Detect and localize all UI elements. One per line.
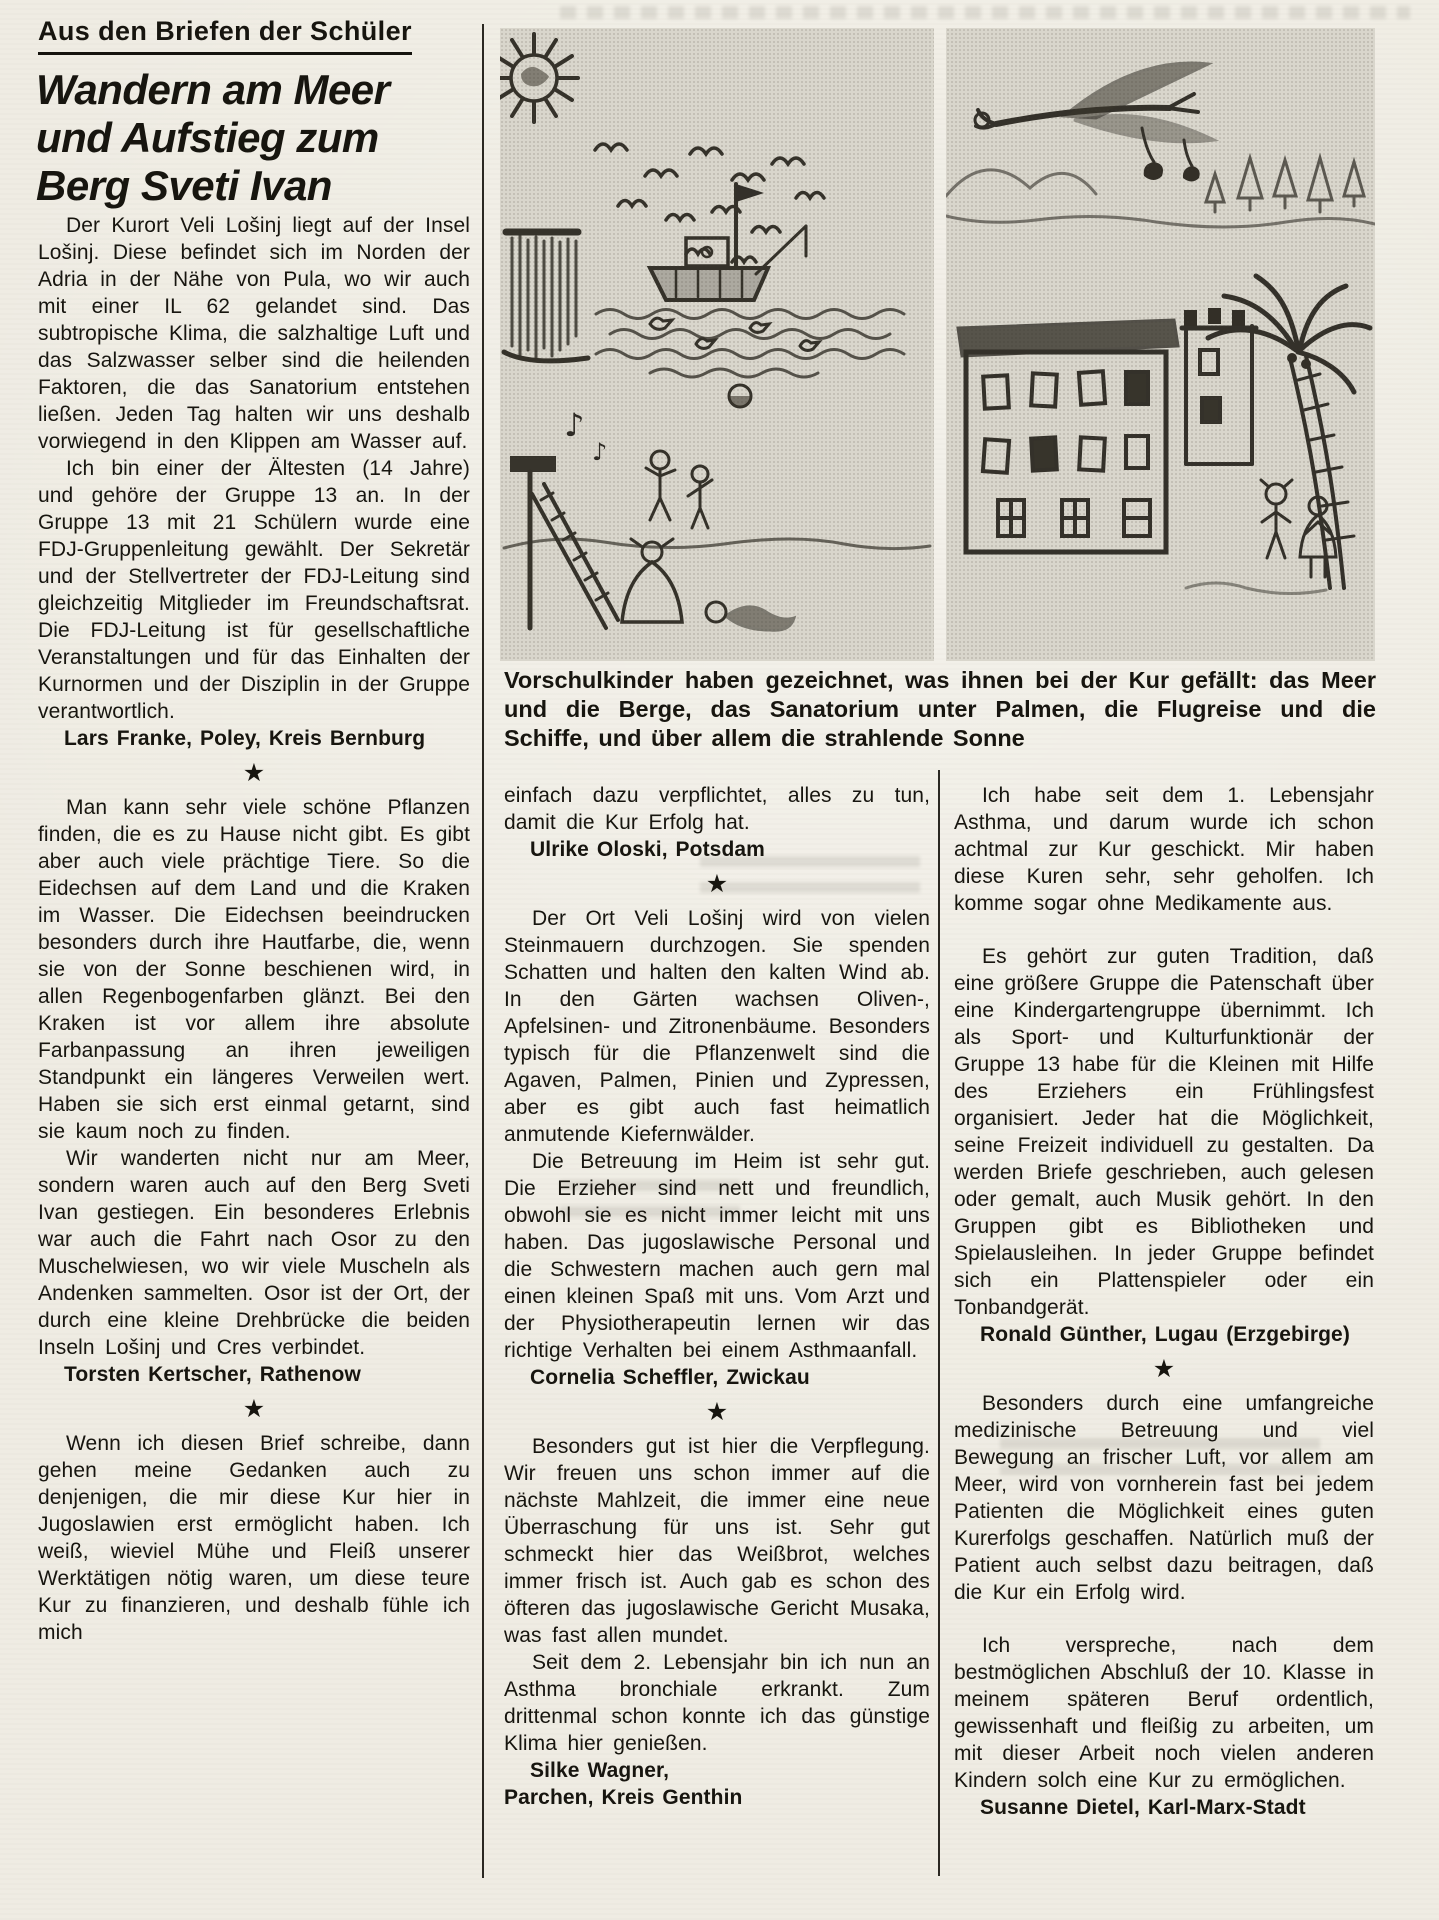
children-drawing-sea-svg <box>500 28 934 661</box>
letter-signature: Susanne Dietel, Karl-Marx-Stadt <box>980 1796 1306 1819</box>
letter-paragraph: Ich verspreche, nach dem bestmöglichen Abschluß der 10. Klasse in meinem späteren Beruf ordentlich, gewissenhaft und fleißig zu arbeiten, um mit dieser Arbeit noch vielen anderen Kindern solch eine Kur zu ermöglichen. <box>954 1634 1374 1792</box>
bleedthrough-text <box>560 6 1410 19</box>
letter-paragraph: Die Betreuung im Heim ist sehr gut. Die Erzieher sind nett und freundlich, obwohl sie es nicht immer leicht mit uns haben. Das jugoslawische Personal und die Schwestern machen auch gern mal einen kleinen Spaß mit uns. Vom Arzt und der Physiotherapeutin lernen wir das richtige Verhalten bei einem Asthmaanfall. <box>504 1150 930 1362</box>
column-divider <box>482 24 484 1878</box>
article-headline: Wandern am Meer und Aufstieg zum Berg Sveti Ivan <box>36 66 390 209</box>
letter-signature: Ronald Günther, Lugau (Erzgebirge) <box>980 1323 1350 1346</box>
letter-paragraph: Man kann sehr viele schöne Pflanzen finden, die es zu Hause nicht gibt. Es gibt aber auch viele prächtige Tiere. So die Eidechsen auf dem Land und die Kraken im Wasser. Die Eidechsen beeindrucken besonders durch ihre Hautfarbe, die, wenn sie von der Sonne beschienen wird, in allen Regenbogenfarben glänzt. Bei den Kraken ist vor allem ihre absolute Farbanpassung an ihren jeweiligen Standpunkt ein längeres Verweilen wert. Haben sie sich erst einmal getarnt, sind sie kaum noch zu finden. <box>38 796 470 1143</box>
children-drawing-house-svg <box>946 28 1375 661</box>
letter-paragraph: einfach dazu verpflichtet, alles zu tun, damit die Kur Erfolg hat. <box>504 784 930 834</box>
text-column-left <box>38 212 470 1646</box>
letter-paragraph: Ich habe seit dem 1. Lebensjahr Asthma, und darum wurde ich schon achtmal zur Kur geschickt. Mir haben diese Kuren sehr, sehr geholfen. Ich komme sogar ohne Medikamente aus. <box>954 784 1374 915</box>
letter-paragraph: Der Ort Veli Lošinj wird von vielen Steinmauern durchzogen. Sie spenden Schatten und halten den kalten Wind ab. In den Gärten wachsen Oliven-, Apfelsinen- und Zitronenbäume. Besonders typisch für die Pflanzenwelt sind die Agaven, Palmen, Pinien und Zypressen, aber es gibt auch fast heimatlich anmutende Kiefernwälder. <box>504 907 930 1146</box>
children-drawing-house <box>946 28 1375 661</box>
text-column-middle <box>504 782 930 1811</box>
children-drawing-sea <box>500 28 934 661</box>
letter-signature: Cornelia Scheffler, Zwickau <box>530 1366 810 1389</box>
letter-signature: Ulrike Oloski, Potsdam <box>530 838 765 861</box>
letter-signature: Lars Franke, Poley, Kreis Bernburg <box>64 727 426 750</box>
letter-paragraph: Besonders durch eine umfangreiche medizinische Betreuung und viel Bewegung an frischer Luft, vor allem am Meer, wird von vornherein fast bei jedem Patienten die Möglichkeit eines guten Kurerfolgs geschaffen. Natürlich muß der Patient auch selbst dazu beitragen, daß die Kur ein Erfolg wird. <box>954 1392 1374 1604</box>
star-separator: ★ <box>242 758 266 787</box>
star-separator: ★ <box>705 869 729 898</box>
star-separator: ★ <box>1152 1354 1176 1383</box>
svg-text:♪: ♪ <box>592 438 608 466</box>
letter-signature: Torsten Kertscher, Rathenow <box>64 1363 361 1386</box>
letter-paragraph: Es gehört zur guten Tradition, daß eine größere Gruppe die Patenschaft über eine Kindergartengruppe übernimmt. Ich als Sport- und Kulturfunktionär der Gruppe 13 habe für die Kleinen mit Hilfe des Erziehers ein Frühlingsfest organisiert. Jeder hat die Möglichkeit, seine Freizeit individuell zu gestalten. Da werden Briefe geschrieben, auch gelesen oder gemalt, auch Musik gehört. In den Gruppen gibt es Bibliotheken und Spielausleihen. In jeder Gruppe befindet sich ein Plattenspieler oder ein Tonbandgerät. <box>954 945 1374 1319</box>
section-kicker: Aus den Briefen der Schüler <box>38 16 412 55</box>
letter-paragraph: Wenn ich diesen Brief schreibe, dann gehen meine Gedanken auch zu denjenigen, die mir diese Kur hier in Jugoslawien erst ermöglicht haben. Ich weiß, wieviel Mühe und Fleiß unserer Werktätigen nötig waren, um diese teure Kur zu finanzieren, und deshalb fühle ich mich <box>38 1432 470 1644</box>
letter-paragraph: Der Kurort Veli Lošinj liegt auf der Insel Lošinj. Diese befindet sich im Norden der Adria in der Nähe von Pula, wo wir auch mit einer IL 62 gelandet sind. Das subtropische Klima, die salzhaltige Luft und das Salzwasser selber sind die heilenden Faktoren, die das Sanatorium entstehen ließen. Jeden Tag halten wir uns deshalb vorwiegend in den Klippen am Wasser auf. <box>38 214 470 453</box>
letter-paragraph: Besonders gut ist hier die Verpflegung. Wir freuen uns schon immer auf die nächste Mahlzeit, die immer eine neue Überraschung für uns ist. Sehr gut schmeckt hier das Weißbrot, welches immer frisch ist. Auch gab es schon des öfteren das jugoslawische Gericht Musaka, was fast allen mundet. <box>504 1435 930 1647</box>
svg-text:♪: ♪ <box>564 406 585 444</box>
column-divider <box>938 770 940 1876</box>
photo-caption: Vorschulkinder haben gezeichnet, was ihnen bei der Kur gefällt: das Meer und die Berge, das Sanatorium unter Palmen, die Flugreise und die Schiffe, und über allem die strahlende Sonne <box>504 667 1376 751</box>
letter-paragraph: Seit dem 2. Lebensjahr bin ich nun an Asthma bronchiale erkrankt. Zum drittenmal schon konnte ich das günstige Klima hier genießen. <box>504 1651 930 1755</box>
text-column-right <box>954 782 1374 1821</box>
letter-paragraph: Wir wanderten nicht nur am Meer, sondern waren auch auf den Berg Sveti Ivan gestiegen. Ein besonderes Erlebnis war auch die Fahrt nach Osor zu den Muschelwiesen, wo wir viele Muscheln als Andenken sammelten. Osor ist der Ort, der durch eine kleine Drehbrücke die beiden Inseln Lošinj und Cres verbindet. <box>38 1147 470 1359</box>
star-separator: ★ <box>705 1397 729 1426</box>
letter-signature: Silke Wagner, Parchen, Kreis Genthin <box>504 1759 743 1809</box>
star-separator: ★ <box>242 1394 266 1423</box>
letter-paragraph: Ich bin einer der Ältesten (14 Jahre) und gehöre der Gruppe 13 an. In der Gruppe 13 mit 21 Schülern wurde eine FDJ-Gruppenleitung gewählt. Der Sekretär und der Stellvertreter der FDJ-Leitung sind gleichzeitig Mitglieder im Freundschaftsrat. Die FDJ-Leitung ist für gesellschaftliche Veranstaltungen und für das Einhalten der Kurnormen und der Disziplin in der Gruppe verantwortlich. <box>38 457 470 723</box>
